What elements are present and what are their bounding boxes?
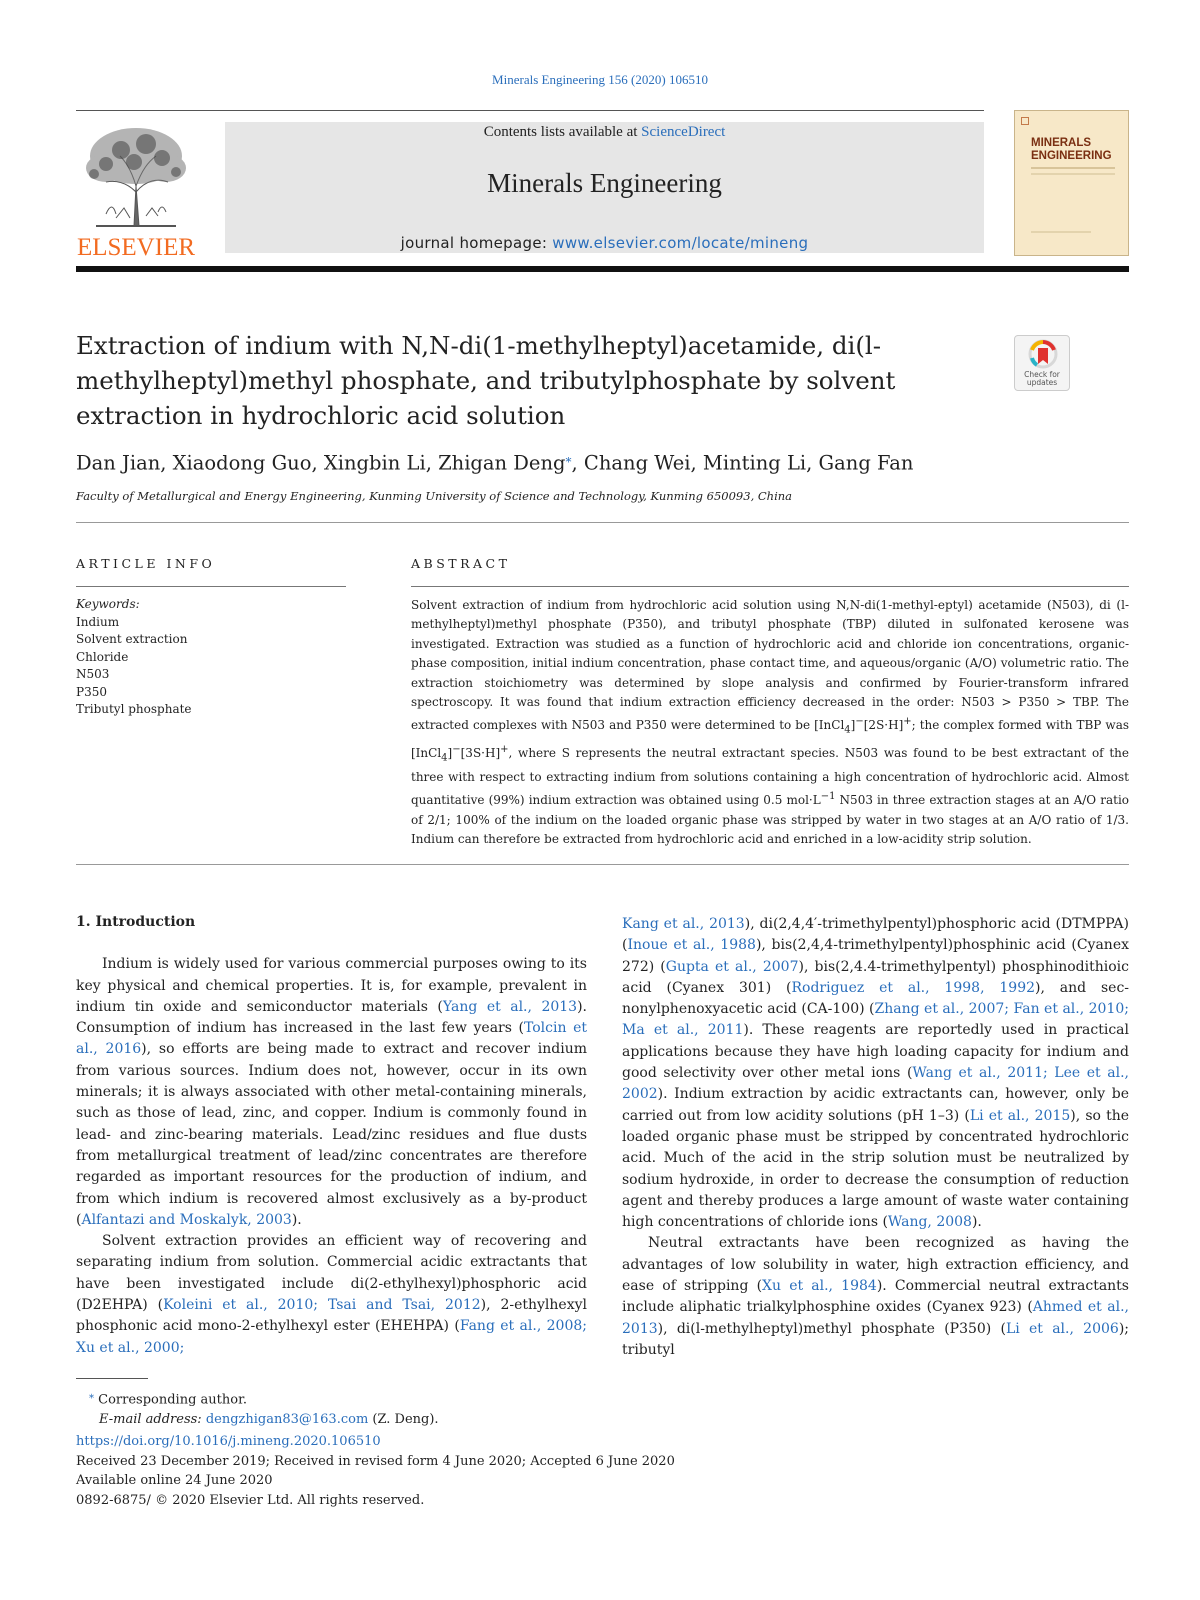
keywords-label: Keywords: (76, 597, 140, 611)
abstract-end-rule (76, 864, 1129, 865)
email-link[interactable]: dengzhigan83@163.com (205, 1411, 369, 1427)
citation-link[interactable]: Alfantazi and Moskalyk, 2003 (81, 1211, 292, 1228)
abstract-part: , where S represents the neutral extractant species. N503 was found to be best extractant of the three with respect to extracting indium from solutions containing a high concentration of hydrochloric acid. Almost quantitative (99%) indium extraction was obtained using 0.5 mol·L (411, 746, 1129, 808)
email-suffix: (Z. Deng). (368, 1411, 439, 1427)
paragraph-text: ), di(2,4,4′-trimethylpentyl)phosphoric acid (DTMPPA) ( (622, 916, 1129, 954)
contents-prefix: Contents lists available at (483, 124, 642, 140)
publication-info (76, 1432, 876, 1510)
superscript: − (452, 744, 461, 756)
citation-link[interactable]: Tolcin et al., 2016 (76, 1020, 588, 1058)
journal-reference-link[interactable]: Minerals Engineering 156 (2020) 106510 (492, 72, 708, 87)
paragraph-text: ). These reagents are reportedly used in practical applications because they have high loading capacity for indium and good selectivity over other metal ions ( (622, 1022, 1129, 1082)
email-line (76, 1410, 776, 1430)
body-column-right (622, 914, 1129, 1361)
header-rule (76, 110, 984, 111)
paragraph-text: ), so efforts are being made to extract and recover indium from various sources. Indium does not, however, occur in its own minerals; it is always associated with other metal-containing minerals, such as those of lead, zinc, and copper. Indium is commonly found in lead- and zinc-bearing materials. Lead/zinc residues and flue dusts from metallurgical treatment of lead/zinc concentrates are therefore regarded as important resources for the production of indium, and from which indium is recovered almost exclusively as a by-product ( (76, 1041, 587, 1228)
paragraph-text: ), bis(2,4.4-trimethylpentyl) phosphinodithioic acid (Cyanex 301) ( (622, 958, 1129, 996)
abstract-part: Solvent extraction of indium from hydrochloric acid solution using N,N-di(1-methyl-eptyl) acetamide (N503), di (l-methylheptyl)methyl phosphate (P350), and tributyl phosphate (TBP) diluted in sulfonated kerosene was investigated. Extraction was studied as a function of hydrochloric acid and chloride ion concentrations, organic-phase composition, initial indium concentration, phase contact time, and aqueous/organic (A/O) volumetric ratio. The extraction stoichiometry was determined by slope analysis and confirmed by Fourier-transform infrared spectroscopy. It was found that indium extraction efficiency decreased in the order: N503 > P350 > TBP. The extracted complexes with N503 and P350 were determined to be [InCl (411, 598, 1129, 733)
abstract-part: ; the complex formed with TBP was [InCl (411, 718, 1130, 761)
available-online: Available online 24 June 2020 (76, 1473, 273, 1488)
contents-line (225, 124, 984, 141)
keyword: Tributyl phosphate (76, 702, 192, 716)
keyword: N503 (76, 667, 110, 681)
citation-link[interactable]: Koleini et al., 2010; Tsai and Tsai, 2012 (163, 1297, 481, 1314)
affiliation: Faculty of Metallurgical and Energy Engineering, Kunming University of Science and Technology, Kunming 650093, China (76, 489, 793, 503)
article-title: Extraction of indium with N,N-di(1-methylheptyl)acetamide, di(l-methylheptyl)methyl phosphate, and tributylphosphate by solvent extraction in hydrochloric acid solution (76, 331, 896, 430)
email-label: E-mail address: (99, 1411, 206, 1427)
bookmark-icon (1015, 336, 1071, 372)
cover-divider (1031, 173, 1115, 175)
abstract-part: [2S·H] (863, 718, 904, 733)
corresponding-author-note (76, 1386, 776, 1410)
header-thick-rule (76, 266, 1129, 272)
journal-banner (225, 122, 984, 253)
paragraph-text: ). (291, 1211, 302, 1228)
subscript: 4 (844, 724, 851, 736)
received-dates: Received 23 December 2019; Received in revised form 4 June 2020; Accepted 6 June 2020 (76, 1453, 675, 1469)
homepage-prefix: journal homepage: (400, 234, 553, 252)
affiliation-rule (76, 522, 1129, 523)
corresponding-text: Corresponding author. (98, 1392, 247, 1408)
paragraph (76, 1231, 587, 1359)
citation-link[interactable]: Li et al., 2006 (1005, 1320, 1119, 1337)
superscript: + (903, 716, 912, 728)
updates-label-line1: Check for (1024, 370, 1060, 379)
cover-title-line1: MINERALS (1031, 137, 1092, 149)
paragraph-text: ), bis(2,4,4-trimethylpentyl)phosphinic acid (Cyanex 272) ( (622, 937, 1129, 975)
doi-link[interactable]: https://doi.org/10.1016/j.mineng.2020.106510 (76, 1434, 381, 1449)
footnote (76, 1386, 776, 1429)
abstract-heading: ABSTRACT (411, 556, 511, 571)
keywords-block (76, 596, 346, 719)
cover-divider (1031, 167, 1115, 169)
abstract-rule (411, 586, 1129, 587)
tree-icon (76, 122, 196, 230)
paragraph (622, 1233, 1129, 1361)
citation-link[interactable]: Wang, 2008 (887, 1214, 972, 1231)
citation-link[interactable]: Ahmed et al., 2013 (622, 1299, 1129, 1337)
paragraph-text: ), 2-ethylhexyl phosphonic acid mono-2-ethylhexyl ester (EHEHPA) ( (76, 1297, 587, 1335)
section-heading-introduction: 1. Introduction (76, 914, 196, 930)
homepage-link[interactable]: www.elsevier.com/locate/mineng (552, 234, 809, 252)
paragraph-text: ). (971, 1214, 982, 1231)
citation-link[interactable]: Kang et al., 2013 (622, 916, 745, 932)
citation-link[interactable]: Yang et al., 2013 (442, 998, 578, 1015)
article-info-rule (76, 586, 346, 587)
corresponding-author-marker[interactable]: ⁎ (565, 451, 572, 465)
body-column-left (76, 912, 587, 1359)
updates-label-line2: updates (1026, 378, 1058, 387)
paragraph-text: ). Commercial neutral extractants include aliphatic trialkylphosphine oxides (Cyanex 923) ( (622, 1278, 1129, 1316)
citation-link[interactable]: Inoue et al., 1988 (627, 937, 756, 954)
citation-link[interactable]: Wang et al., 2011; Lee et al., 2002 (622, 1065, 1129, 1103)
author-list (76, 451, 1126, 475)
keyword: P350 (76, 684, 107, 699)
cover-title (1031, 137, 1112, 163)
elsevier-logo[interactable] (76, 122, 196, 260)
subscript: 4 (441, 752, 448, 764)
paragraph-text: ); tributyl (622, 1320, 1129, 1358)
paragraph-text: Solvent extraction provides an efficient way of recovering and separating indium from solution. Commercial acidic extractants that have been investigated include di(2-ethylhexyl)phosphoric acid (D2EHPA) ( (76, 1233, 587, 1314)
paragraph-text: ). Consumption of indium has increased in the last few years ( (76, 998, 587, 1037)
journal-homepage (225, 234, 984, 252)
corresponding-marker: ⁎ (89, 1390, 94, 1401)
paragraph (76, 954, 587, 1231)
cover-title-line2: ENGINEERING (1031, 150, 1112, 162)
citation-link[interactable]: Fang et al., 2008; Xu et al., 2000; (76, 1318, 587, 1356)
paragraph (622, 914, 1129, 1233)
paragraph-text: ), and sec-nonylphenoxyacetic acid (CA-100) ( (622, 979, 1130, 1018)
citation-link[interactable]: Li et al., 2015 (969, 1107, 1071, 1124)
footnote-rule (76, 1378, 148, 1379)
citation-link[interactable]: Xu et al., 1984 (762, 1278, 877, 1295)
sciencedirect-link[interactable]: ScienceDirect (641, 124, 726, 140)
citation-link[interactable]: Zhang et al., 2007; Fan et al., 2010; Ma et al., 2011 (622, 1001, 1129, 1039)
superscript: −1 (820, 791, 836, 803)
abstract-part: N503 in three extraction stages at an A/O ratio of 2/1; 100% of the indium on the loaded organic phase was stripped by water in two stages at an A/O ratio of 1/3. Indium can therefore be extracted from hydrochloric acid and enriched in a low-acidity strip solution. (411, 793, 1130, 847)
journal-name: Minerals Engineering (487, 168, 722, 198)
keyword: Chloride (76, 649, 129, 664)
copyright: 0892-6875/ © 2020 Elsevier Ltd. All rights reserved. (76, 1492, 425, 1508)
article-info-heading: ARTICLE INFO (76, 556, 216, 571)
abstract-text: Solvent extraction of indium from hydrochloric acid solution using N,N-di(1-methyl-eptyl) acetamide (N503), di (l-methylheptyl)methyl phosphate (P350), and tributyl phosphate (TBP) diluted in sulfonated kerosene was investigated. Extraction was studied as a function of hydrochloric acid and chloride ion concentrations, organic-phase composition, initial indium concentration, phase contact time, and aqueous/organic (A/O) volumetric ratio. The extraction stoichiometry was determined by slope analysis and confirmed by Fourier-transform infrared spectroscopy. It was found that indium extraction efficiency decreased in the order: N503 > P350 > TBP. The extracted complexes with N503 and P350 were determined to be [InCl$_4$]−[2S·H]+; the complex formed with TBP was [InCl$_4$]−[3S·H]+, where S represents the neutral extractant species. N503 was found to be best extractant of the three with respect to extracting indium from solutions containing a high concentration of hydrochloric acid. Almost quantitative (99%) indium extraction was obtained using 0.5 $mol\cdot L^{-1}$ N503 in three extraction stages at an A/O ratio of 2/1; 100% of the indium on the loaded organic phase was stripped by water in two stages at an A/O ratio of 1/3. Indium can therefore be extracted from hydrochloric acid and enriched in a low-acidity strip solution. (411, 598, 1130, 847)
superscript: + (500, 744, 509, 756)
abstract-part: [3S·H] (460, 746, 501, 761)
superscript: − (855, 716, 864, 728)
paragraph-text: ), so the loaded organic phase must be stripped by concentrated hydrochloric acid. Much of the acid in the strip solution must be neutralized by sodium hydroxide, in order to decrease the consumption of reduction agent and thereby produces a large amount of waste water containing high concentrations of chloride ions ( (622, 1107, 1130, 1231)
journal-cover-thumbnail[interactable] (1014, 110, 1129, 256)
keyword: Indium (76, 614, 120, 629)
paragraph-text: ), di(l-methylheptyl)methyl phosphate (P350) ( (657, 1320, 1006, 1337)
check-for-updates-button[interactable] (1014, 335, 1070, 391)
citation-link[interactable]: Gupta et al., 2007 (665, 958, 799, 975)
elsevier-wordmark: ELSEVIER (76, 234, 196, 261)
authors-part-1: Dan Jian, Xiaodong Guo, Xingbin Li, Zhigan Deng (76, 451, 566, 475)
cover-divider (1031, 231, 1091, 233)
cover-mark-icon (1021, 117, 1029, 125)
citation-link[interactable]: Rodriguez et al., 1998, 1992 (791, 979, 1036, 996)
paragraph-text: ). Indium extraction by acidic extractants can, however, only be carried out from low acidity solutions (pH 1–3) ( (622, 1086, 1129, 1124)
paragraph-text: Indium is widely used for various commercial purposes owing to its key physical and chemical properties. It is, for example, prevalent in indium tin oxide and semiconductor materials ( (76, 956, 587, 1015)
check-for-updates-label (1015, 371, 1069, 387)
authors-part-2: , Chang Wei, Minting Li, Gang Fan (571, 451, 914, 475)
keyword: Solvent extraction (76, 632, 188, 646)
paragraph-text: Neutral extractants have been recognized as having the advantages of low solubility in water, high extraction efficiency, and ease of stripping ( (622, 1235, 1129, 1295)
